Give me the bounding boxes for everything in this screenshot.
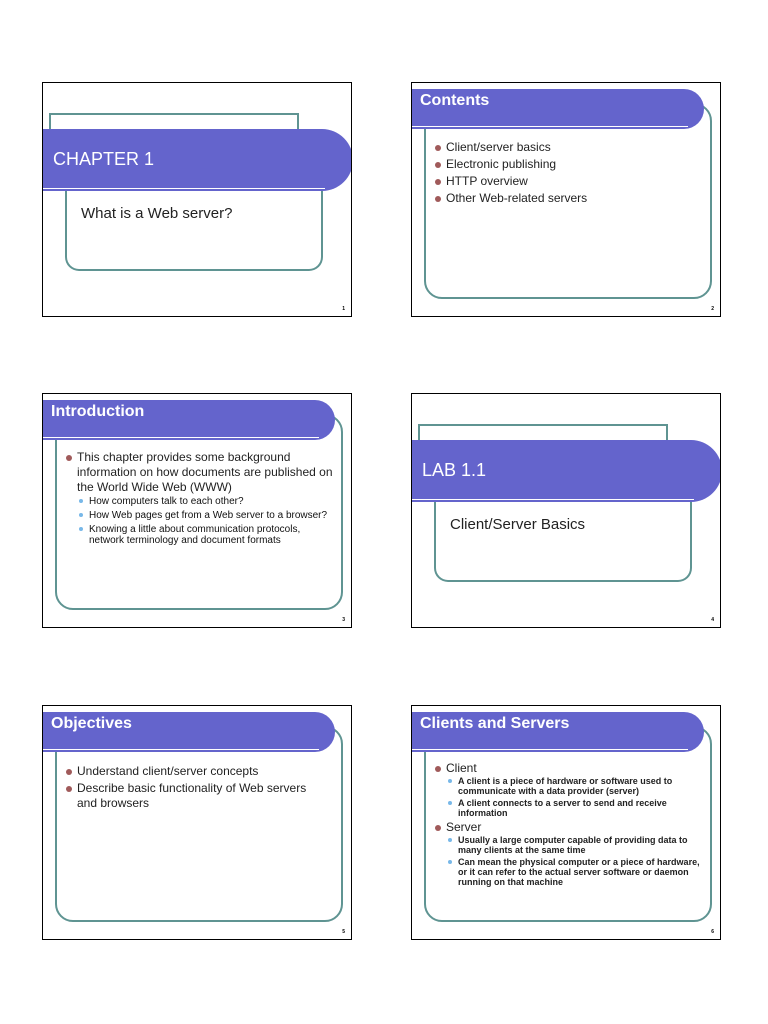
bullet-icon (435, 145, 441, 151)
slide-title: CHAPTER 1 (53, 149, 155, 169)
bullet-icon (66, 769, 72, 775)
list-item: Server Usually a large computer capable of providing data to many clients at the same time Can mean the physical computer or a piece of hardware, or it can refer to the actual server software or daemon running on that machine (434, 820, 704, 887)
title-frame-body (65, 183, 323, 271)
sub-bullet-icon (79, 513, 83, 517)
page-number: 6 (711, 929, 714, 935)
page-number: 2 (711, 306, 714, 312)
list-item: A client connects to a server to send and receive information (446, 798, 704, 818)
list-item: A client is a piece of hardware or software used to communicate with a data provider (server) (446, 776, 704, 796)
slide-4 (411, 393, 721, 628)
list-item: Usually a large computer capable of providing data to many clients at the same time (446, 835, 704, 855)
bullet-icon (435, 196, 441, 202)
slide-title: Clients and Servers (420, 715, 570, 732)
list-item: Describe basic functionality of Web servers and browsers (65, 781, 325, 811)
page-number: 1 (342, 306, 345, 312)
bullet-icon (435, 162, 441, 168)
slide-title: Introduction (51, 403, 145, 420)
sub-bullet-list (446, 776, 704, 818)
list-item: Can mean the physical computer or a piece of hardware, or it can refer to the actual server software or daemon running on that machine (446, 857, 704, 887)
sub-bullet-icon (448, 838, 452, 842)
sub-bullet-list (77, 496, 337, 546)
bullet-icon (66, 786, 72, 792)
bullet-icon (435, 766, 441, 772)
bullet-icon (435, 179, 441, 185)
content-frame (55, 726, 343, 922)
bullet-list (65, 764, 325, 813)
list-item: Other Web-related servers (434, 191, 704, 206)
page-number: 4 (711, 617, 714, 623)
slide-6 (411, 705, 721, 940)
list-item: How computers talk to each other? (77, 496, 337, 507)
slide-3 (42, 393, 352, 628)
list-item: Understand client/server concepts (65, 764, 325, 779)
list-item: Client A client is a piece of hardware or software used to communicate with a data provider (server) A client connects to a server to send and receive information (434, 761, 704, 818)
sub-bullet-list (446, 835, 704, 887)
list-item: Electronic publishing (434, 157, 704, 172)
sub-bullet-icon (448, 779, 452, 783)
list-item: How Web pages get from a Web server to a browser? (77, 510, 337, 521)
list-item: This chapter provides some background information on how documents are published on the World Wide Web (WWW) How computers talk to each other? How Web pages get from a Web server to a browser? Knowing a little about communication protocols, network terminology and document formats (65, 450, 337, 546)
slide-1 (42, 82, 352, 317)
sub-bullet-icon (448, 860, 452, 864)
bullet-list (65, 450, 337, 549)
bullet-list (434, 140, 704, 208)
page-number: 3 (342, 617, 345, 623)
list-item: Knowing a little about communication protocols, network terminology and document formats (77, 524, 337, 546)
sub-bullet-icon (448, 801, 452, 805)
slide-2 (411, 82, 721, 317)
title-frame-body (434, 494, 692, 582)
slide-5 (42, 705, 352, 940)
slide-subtitle: Client/Server Basics (450, 516, 586, 533)
slide-title: LAB 1.1 (422, 460, 487, 480)
list-item: HTTP overview (434, 174, 704, 189)
bullet-icon (66, 455, 72, 461)
list-item: Client/server basics (434, 140, 704, 155)
bullet-list (434, 761, 704, 889)
sub-bullet-icon (79, 527, 83, 531)
bullet-icon (435, 825, 441, 831)
slide-title: Objectives (51, 715, 132, 732)
slide-subtitle: What is a Web server? (81, 205, 233, 222)
slide-title: Contents (420, 92, 490, 109)
sub-bullet-icon (79, 499, 83, 503)
page-number: 5 (342, 929, 345, 935)
